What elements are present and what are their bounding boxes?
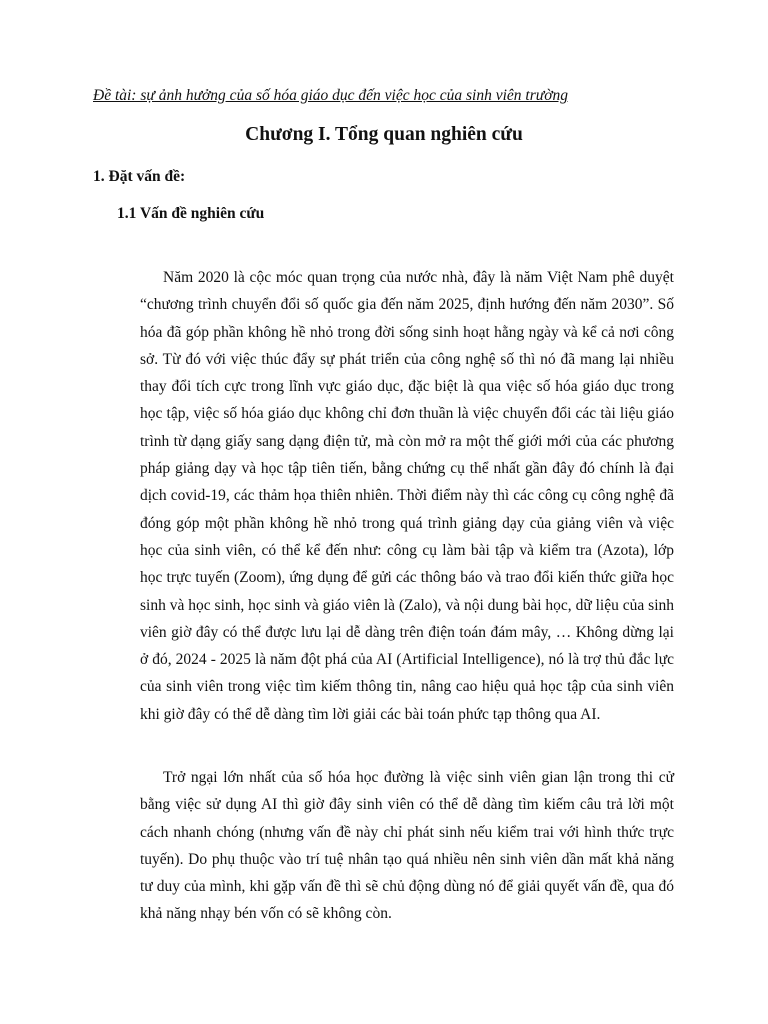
chapter-title: Chương I. Tổng quan nghiên cứu — [245, 124, 523, 145]
topic-line: Đề tài: sự ảnh hưởng của số hóa giáo dục đến việc học của sinh viên trường — [93, 87, 568, 104]
body-paragraph: Trở ngại lớn nhất của số hóa học đường là việc sinh viên gian lận trong thi cử bằng việc sử dụng AI thì giờ đây sinh viên có thể dễ dàng tìm kiếm câu trả lời một cách nhanh chóng (nhưng vấn đề này chỉ phát sinh nếu kiểm trai với hình thức trực tuyến). Do phụ thuộc vào trí tuệ nhân tạo quá nhiều nên sinh viên dần mất khả năng tư duy của mình, khi gặp vấn đề thì sẽ chủ động dùng nó để giải quyết vấn đề, qua đó khả năng nhạy bén vốn có sẽ không còn. — [140, 769, 674, 923]
body-paragraph: Năm 2020 là cộc móc quan trọng của nước nhà, đây là năm Việt Nam phê duyệt “chương trình chuyển đổi số quốc gia đến năm 2025, định hướng đến năm 2030”. Số hóa đã góp phần không hề nhỏ trong đời sống sinh hoạt hằng ngày và kể cả nơi công sở. Từ đó với việc thúc đẩy sự phát triển của công nghệ số thì nó đã mang lại nhiều thay đổi tích cực trong lĩnh vực giáo dục, đặc biệt là qua việc số hóa giáo dục trong học tập, việc số hóa giáo dục không chỉ đơn thuần là việc chuyển đổi các tài liệu giáo trình từ dạng giấy sang dạng điện tử, mà còn mở ra một thế giới mới của các phương pháp giảng dạy và học tập tiên tiến, bằng chứng cụ thể nhất gần đây đó chính là đại dịch covid-19, các thảm họa thiên nhiên. Thời điểm này thì các công cụ công nghệ đã đóng góp một phần không hề nhỏ trong quá trình giảng dạy của giảng viên và việc học của sinh viên, có thể kể đến như: công cụ làm bài tập và kiểm tra (Azota), lớp học trực tuyến (Zoom), ứng dụng để gửi các thông báo và trao đổi kiến thức giữa học sinh và học sinh, học sinh và giáo viên là (Zalo), và nội dung bài học, dữ liệu của sinh viên giờ đây có thể được lưu lại dễ dàng trên điện toán đám mây, … Không dừng lại ở đó, 2024 - 2025 là năm đột phá của AI (Artificial Intelligence), nó là trợ thủ đắc lực của sinh viên trong việc tìm kiếm thông tin, nâng cao hiệu quả học tập của sinh viên khi giờ đây có thể dễ dàng tìm lời giải các bài toán phức tạp thông qua AI. — [140, 269, 674, 723]
section-heading: 1. Đặt vấn đề: — [93, 168, 186, 185]
subsection-heading: 1.1 Vấn đề nghiên cứu — [117, 205, 265, 222]
